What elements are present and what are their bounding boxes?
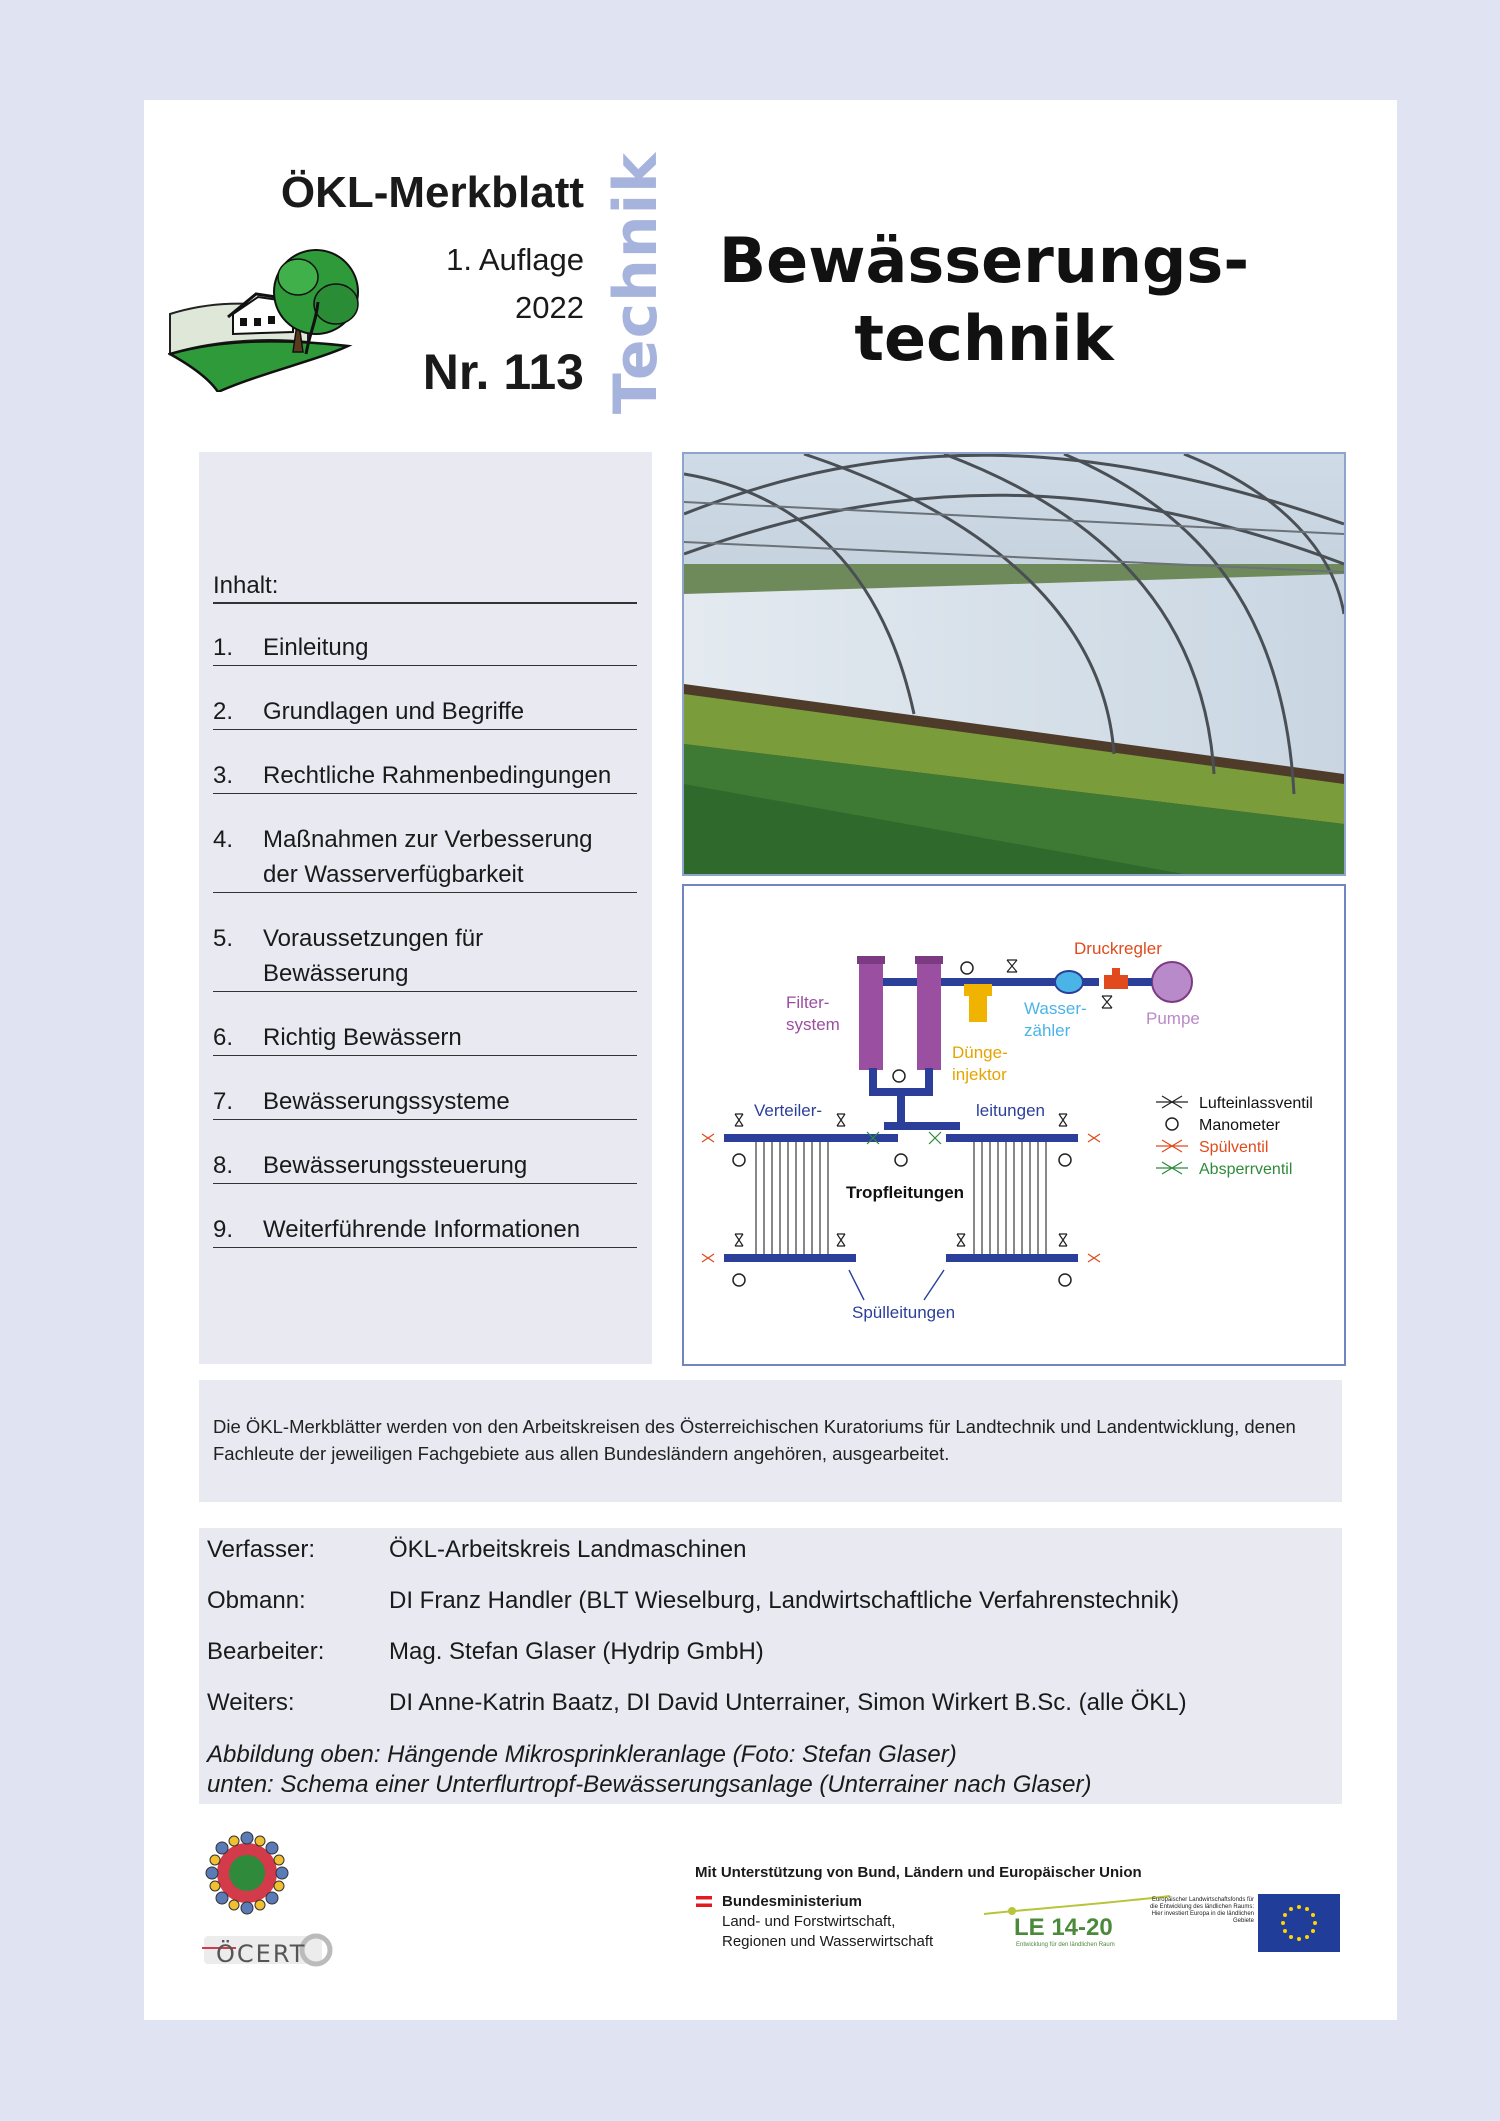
title-line-2: technik (854, 302, 1114, 375)
toc-item-number: 9. (213, 1216, 234, 1243)
toc-item-number: 4. (213, 826, 234, 853)
toc-item-number: 2. (213, 698, 234, 725)
label-spuelleitungen: Spülleitungen (852, 1303, 956, 1322)
credit-row (207, 1587, 1179, 1615)
label-leitungen: leitungen (976, 1101, 1046, 1120)
ministry-logo-text (722, 1892, 982, 1952)
label-filter-line-2: system (786, 1015, 840, 1034)
toc-item-label: Grundlagen und Begriffe (263, 698, 525, 725)
greenhouse-photo-illustration (684, 454, 1344, 874)
year-label: 2022 (515, 290, 584, 325)
credit-label: Verfasser: (207, 1536, 316, 1563)
label-pumpe: Pumpe (1146, 1009, 1200, 1028)
credit-value: DI Anne-Katrin Baatz, DI David Unterrainer, Simon Wirkert B.Sc. (alle ÖKL) (389, 1689, 1187, 1716)
toc-item-label: Richtig Bewässern (263, 1024, 462, 1051)
eu-fund-text: Europäischer Landwirtschaftsfonds für die Entwicklung des ländlichen Raums: Hier investiert Europa in die ländlichen Gebiete (1149, 1897, 1254, 1924)
ministry-line-3: Regionen und Wasserwirtschaft (722, 1933, 934, 1950)
label-verteiler: Verteiler- (754, 1101, 823, 1120)
toc-item-label (263, 822, 637, 892)
toc-item-label: Weiterführende Informationen (263, 1216, 581, 1243)
label-injector-line-1: Dünge- (952, 1043, 1008, 1062)
okl-logo (168, 242, 368, 392)
flush-valve-icon (1156, 1140, 1188, 1152)
toc-item[interactable] (213, 1020, 637, 1056)
category-label: Technik (601, 151, 671, 415)
irrigation-schematic (682, 884, 1346, 1366)
toc-item-number: 7. (213, 1088, 234, 1115)
credit-value: DI Franz Handler (BLT Wieselburg, Landwirtschaftliche Verfahrenstechnik) (389, 1587, 1180, 1614)
credit-value: ÖKL-Arbeitskreis Landmaschinen (389, 1536, 747, 1563)
toc-item-line-2: Bewässerung (263, 960, 409, 987)
toc-item-line-1: Voraussetzungen für (263, 925, 484, 952)
label-druckregler: Druckregler (1074, 939, 1162, 958)
manometer-icon (1166, 1118, 1178, 1130)
greenhouse-photo (682, 452, 1346, 876)
category-label-container (596, 136, 676, 430)
document-page (144, 100, 1397, 2020)
toc-item[interactable] (213, 630, 637, 666)
credits-box (199, 1528, 1342, 1804)
publisher-notice (199, 1380, 1342, 1502)
irrigation-schematic-drawing (684, 886, 1344, 1364)
toc-item-label: Einleitung (263, 634, 369, 661)
austrian-flag-icon (696, 1896, 712, 1907)
toc-item-number: 1. (213, 634, 234, 661)
series-title: ÖKL-Merkblatt (280, 168, 584, 217)
toc-item-line-1: Maßnahmen zur Verbesserung (263, 826, 593, 853)
toc-item[interactable] (213, 1212, 637, 1248)
ministry-line-1: Bundesministerium (722, 1893, 863, 1910)
diagram-legend (1156, 1095, 1313, 1178)
legend-air-valve: Lufteinlassventil (1199, 1095, 1313, 1112)
document-title (714, 222, 1254, 378)
issue-number: Nr. 113 (422, 344, 584, 400)
title-line-1: Bewässerungs- (718, 224, 1250, 297)
le-tagline: Entwicklung für den ländlichen Raum (1016, 1942, 1115, 1948)
edition-label: 1. Auflage (446, 242, 584, 277)
table-of-contents (199, 452, 652, 1364)
air-valve-icon (1156, 1096, 1188, 1108)
label-tropfleitungen: Tropfleitungen (846, 1183, 965, 1202)
toc-item[interactable] (213, 1148, 637, 1184)
toc-item[interactable] (213, 822, 637, 893)
eu-flag (1258, 1894, 1340, 1952)
support-statement: Mit Unterstützung von Bund, Ländern und Europäischer Union (695, 1864, 1142, 1881)
toc-item-number: 8. (213, 1152, 234, 1179)
credit-row (207, 1536, 747, 1564)
toc-heading: Inhalt: (213, 572, 637, 604)
toc-item-number: 3. (213, 762, 234, 789)
toc-item-label (263, 921, 637, 991)
toc-item[interactable] (213, 1084, 637, 1120)
toc-item[interactable] (213, 921, 637, 992)
caption-line-2: unten: Schema einer Unterflurtropf-Bewässerungsanlage (Unterrainer nach Glaser) (207, 1771, 1092, 1798)
credit-value: Mag. Stefan Glaser (Hydrip GmbH) (389, 1638, 764, 1665)
toc-item-label: Rechtliche Rahmenbedingungen (263, 762, 612, 789)
credit-row (207, 1689, 1187, 1717)
credit-label: Obmann: (207, 1587, 306, 1614)
ocert-logo-text: ÖCERT (216, 1940, 307, 1968)
quality-seal-logo (202, 1828, 292, 1918)
legend-manometer: Manometer (1199, 1117, 1280, 1134)
label-injector-line-2: injektor (952, 1065, 1007, 1084)
credit-label: Weiters: (207, 1689, 295, 1716)
label-filter-line-1: Filter- (786, 993, 830, 1012)
notice-text: Die ÖKL-Merkblätter werden von den Arbeitskreisen des Österreichischen Kuratoriums für Landtechnik und Landentwicklung, denen Fachleute der jeweiligen Fachgebiete aus allen Bundesländern angehören, ausgearbeitet. (213, 1416, 1296, 1464)
toc-item-label: Bewässerungssteuerung (263, 1152, 528, 1179)
figure-caption (207, 1740, 1091, 1800)
toc-item-number: 5. (213, 925, 234, 952)
le-program-logo: LE 14-20 (1014, 1914, 1113, 1941)
credit-row (207, 1638, 764, 1666)
legend-flush-valve: Spülventil (1199, 1139, 1269, 1156)
toc-item-line-2: der Wasserverfügbarkeit (263, 861, 524, 888)
shutoff-valve-icon (1156, 1162, 1188, 1174)
toc-item-label: Bewässerungssysteme (263, 1088, 510, 1115)
toc-item[interactable] (213, 758, 637, 794)
credit-label: Bearbeiter: (207, 1638, 325, 1665)
toc-item-number: 6. (213, 1024, 234, 1051)
legend-shutoff-valve: Absperrventil (1199, 1161, 1293, 1178)
toc-item[interactable] (213, 694, 637, 730)
ministry-line-2: Land- und Forstwirtschaft, (722, 1913, 896, 1930)
caption-line-1: Abbildung oben: Hängende Mikrosprinkleranlage (Foto: Stefan Glaser) (207, 1741, 957, 1768)
label-meter-line-1: Wasser- (1024, 999, 1087, 1018)
label-meter-line-2: zähler (1024, 1021, 1071, 1040)
eu-stars-icon (1258, 1894, 1340, 1952)
